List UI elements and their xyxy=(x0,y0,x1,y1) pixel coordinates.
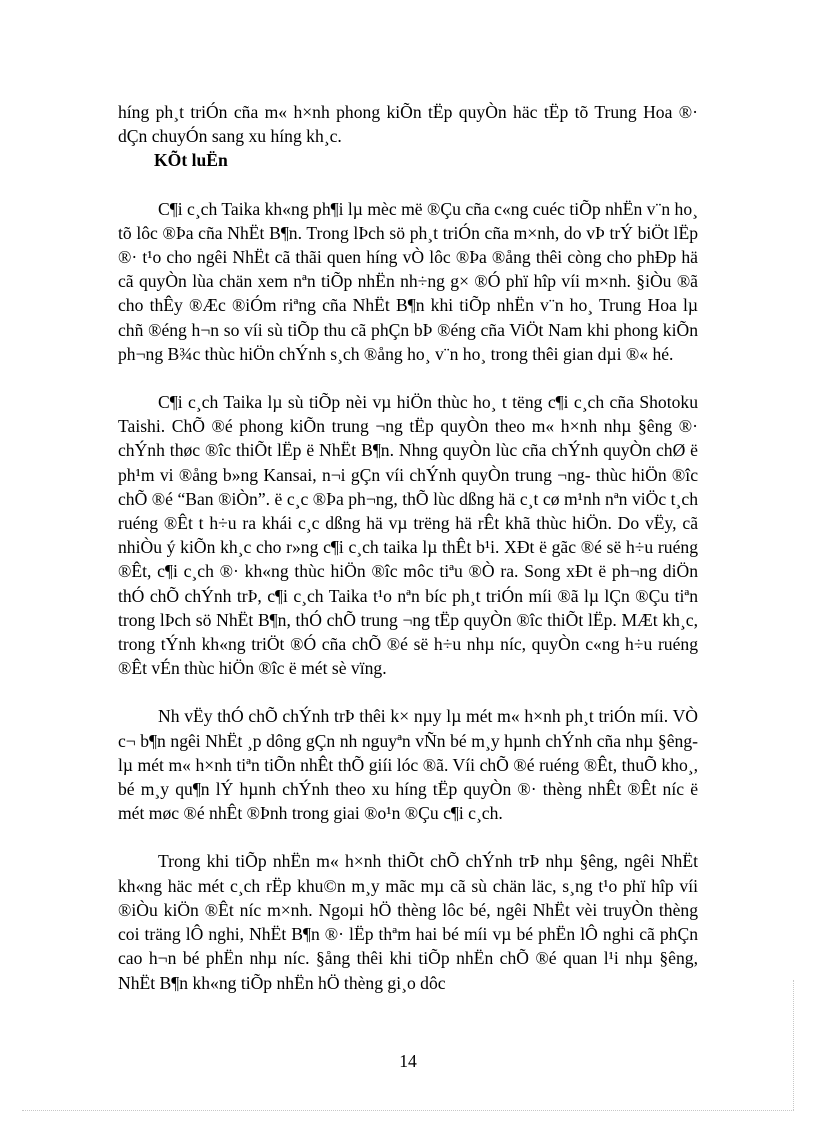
document-body xyxy=(118,100,698,995)
page-border-bottom xyxy=(22,1110,794,1111)
paragraph-conclusion-3: Nh vËy thÓ chÕ chÝnh trÞ thêi k× nµy lµ mét m« h×nh ph¸t triÓn míi. VÒ c¬ b¶n ngêi NhËt ¸p dông gÇn nh nguyªn vÑn bé m¸y hµnh chÝnh cña nhµ §êng- lµ mét m« h×nh tiªn tiÕn nhÊt thÕ giíi lóc ®ã. Víi chÕ ®é ruéng ®Êt, thuÕ kho¸, bé m¸y qu¶n lÝ hµnh chÝnh theo xu híng tËp quyÒn ®· thèng nhÊt ®Êt níc ë mét møc ®é nhÊt ®Þnh trong giai ®o¹n ®Çu c¶i c¸ch. xyxy=(118,706,698,824)
paragraph-conclusion-4: Trong khi tiÕp nhËn m« h×nh thiÕt chÕ chÝnh trÞ nhµ §êng, ngêi NhËt kh«ng häc mét c¸ch rËp khu©n m¸y mãc mµ cã sù chän läc, s¸ng t¹o phï hîp víi ®iÒu kiÖn ®Êt níc m×nh. Ngoµi hÖ thèng lôc bé, ngêi NhËt vèi truyÒn thèng coi träng lÔ nghi, NhËt B¶n ®· lËp thªm hai bé míi vµ bé phËn lÔ nghi cã phÇn cao h¬n bé phËn nhµ níc. §ång thêi khi tiÕp nhËn chÕ ®é quan l¹i nhµ §êng, NhËt B¶n kh«ng tiÕp nhËn hÖ thèng gi¸o dôc xyxy=(118,851,698,993)
page-number: 14 xyxy=(399,1051,417,1071)
paragraph-continuation: híng ph¸t triÓn cña m« h×nh phong kiÕn tËp quyÒn häc tËp tõ Trung Hoa ®· dÇn chuyÓn sang xu híng kh¸c. xyxy=(118,102,698,147)
paragraph-conclusion-1: C¶i c¸ch Taika kh«ng ph¶i lµ mèc më ®Çu cña c«ng cuéc tiÕp nhËn v¨n ho¸ tõ lôc ®Þa cña NhËt B¶n. Trong lÞch sö ph¸t triÓn cña m×nh, do vÞ trÝ biÖt lËp ®· t¹o cho ngêi NhËt cã thãi quen híng vÒ lôc ®Þa ®ång thêi còng cho phÐp hä cã quyÒn lùa chän xem nªn tiÕp nhËn nh÷ng g× ®Ó phï hîp víi m×nh. §iÒu ®ã cho thÊy ®Æc ®iÓm riªng cña NhËt B¶n khi tiÕp nhËn v¨n ho¸ Trung Hoa lµ chñ ®éng h¬n so víi sù tiÕp thu cã phÇn bÞ ®éng cña ViÖt Nam khi phong kiÕn ph¬ng B¾c thùc hiÖn chÝnh s¸ch ®ång ho¸ v¨n ho¸ trong thêi gian dµi ®« hé. xyxy=(118,198,698,364)
section-heading-conclusion: KÕt luËn xyxy=(154,150,228,171)
page-border-right xyxy=(793,980,794,1110)
paragraph-conclusion-2: C¶i c¸ch Taika lµ sù tiÕp nèi vµ hiÖn thùc ho¸ t tëng c¶i c¸ch cña Shotoku Taishi. ChÕ ®é phong kiÕn trung ¬ng tËp quyÒn theo m« h×nh nhµ §êng ®· chÝnh thøc ®îc thiÕt lËp ë NhËt B¶n. Nhng quyÒn lùc cña chÝnh quyÒn chØ ë ph¹m vi ®ång b»ng Kansai, n¬i gÇn víi chÝnh quyÒn trung ¬ng- thùc hiÖn ®îc chÕ ®é “Ban ®iÒn”. ë c¸c ®Þa ph¬ng, thÕ lùc dßng hä c¸t cø m¹nh nªn viÖc t¸ch ruéng ®Êt t h÷u ra khái c¸c dßng hä vµ trëng hä rÊt khã thùc hiÖn. Do vËy, cã nhiÒu ý kiÕn kh¸c cho r»ng c¶i c¸ch taika lµ thÊt b¹i. XÐt ë gãc ®é së h÷u ruéng ®Êt, c¶i c¸ch ®· kh«ng thùc hiÖn ®îc môc tiªu ®Ò ra. Song xÐt ë ph¬ng diÖn thÓ chÕ chÝnh trÞ, c¶i c¸ch Taika t¹o nªn bíc ph¸t triÓn míi ®ã lµ lÇn ®Çu tiªn trong lÞch sö NhËt B¶n, thÓ chÕ trung ¬ng tËp quyÒn ®îc thiÕt lËp. MÆt kh¸c, trong tÝnh kh«ng triÖt ®Ó cña chÕ ®é së h÷u nhµ níc, quyÒn c«ng h÷u ruéng ®Êt vÉn thùc hiÖn ®îc ë mét sè vïng. xyxy=(118,392,698,679)
